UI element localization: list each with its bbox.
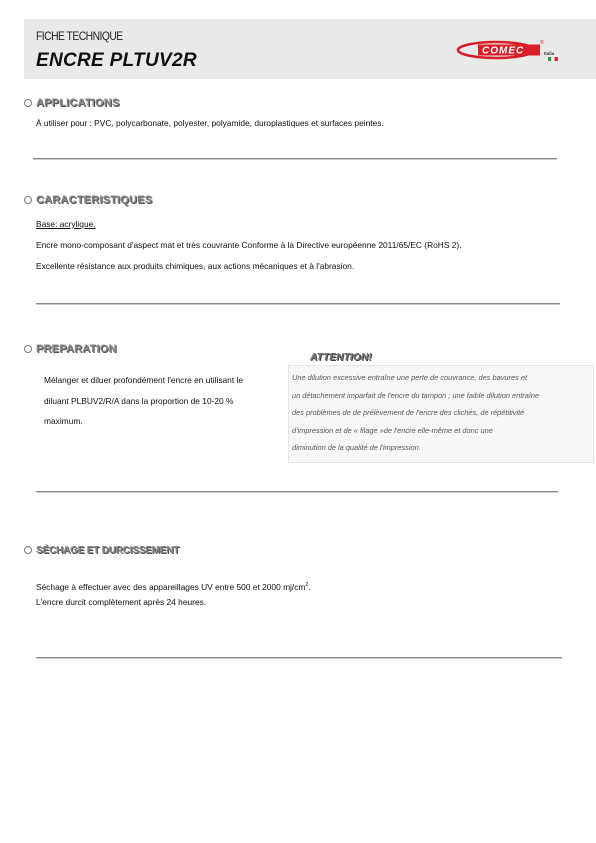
sechage-line-1-end: . [308, 581, 311, 592]
divider [36, 303, 560, 304]
attention-line: d'impression et de « filage »de l'encre elle-même et donc une [292, 425, 493, 435]
preparation-line: Mélanger et diluer profondément l'encre en utilisant le [44, 375, 243, 385]
logo-registered-mark: ® [540, 40, 544, 46]
sechage-bullet-icon [24, 546, 32, 554]
sechage-title: SÉCHAGE ET DURCISSEMENT [36, 545, 180, 556]
preparation-text [44, 370, 294, 432]
preparation-line: diluant PLBUV2/R/A dans la proportion de 10-20 % [44, 395, 234, 406]
attention-text [292, 369, 592, 457]
attention-line: Une dilution excessive entraîne une perte de couvrance, des bavures et [292, 373, 528, 382]
sechage-line-2: L'encre durcit complètement après 24 heures. [36, 597, 207, 607]
base-text: Base: acrylique. [36, 219, 96, 229]
preparation-line: maximum. [44, 416, 83, 426]
applications-text: À utiliser pour : PVC, polycarbonate, polyester, polyamide, duroplastiques et surfaces peintes. [36, 118, 384, 128]
sechage-line-1 [36, 580, 311, 592]
comec-logo [456, 38, 564, 64]
attention-title: ATTENTION! [310, 352, 372, 363]
divider [33, 158, 557, 159]
preparation-title: PREPARATION [36, 343, 117, 355]
logo-brand-text: COMEC [482, 45, 525, 57]
italy-flag-white [551, 57, 554, 61]
divider [36, 657, 562, 658]
applications-bullet-icon [24, 99, 32, 107]
applications-title: APPLICATIONS [36, 97, 120, 109]
italy-flag-red [555, 57, 558, 61]
sechage-superscript: 2 [305, 582, 309, 588]
sechage-line-1-text: Séchage à effectuer avec des appareillages UV entre 500 et 2000 mj/cm [36, 581, 306, 592]
attention-line: des problèmes de de prélèvement de l'encre des clichés, de répétitivité [292, 408, 525, 417]
caracteristiques-title: CARACTERISTIQUES [36, 194, 153, 206]
attention-line: diminution de la qualité de l'impression. [292, 443, 421, 452]
doc-type-label: FICHE TECHNIQUE [36, 29, 123, 43]
divider [36, 491, 558, 492]
attention-line: un détachement imparfait de l'encre du tampon ; une faible dilution entraîne [292, 390, 540, 400]
caracteristiques-bullet-icon [24, 196, 32, 204]
page-title: ENCRE PLTUV2R [36, 50, 197, 71]
logo-country-text: Italia [544, 51, 555, 56]
preparation-bullet-icon [24, 345, 32, 353]
caracteristiques-line-2: Excellente résistance aux produits chimiques, aux actions mécaniques et à l'abrasion. [36, 261, 355, 271]
italy-flag-green [548, 57, 551, 61]
caracteristiques-line-1: Encre mono-composant d'aspect mat et très couvrante Conforme à la Directive européenne 2011/65/EC (RoHS 2). [36, 240, 462, 250]
